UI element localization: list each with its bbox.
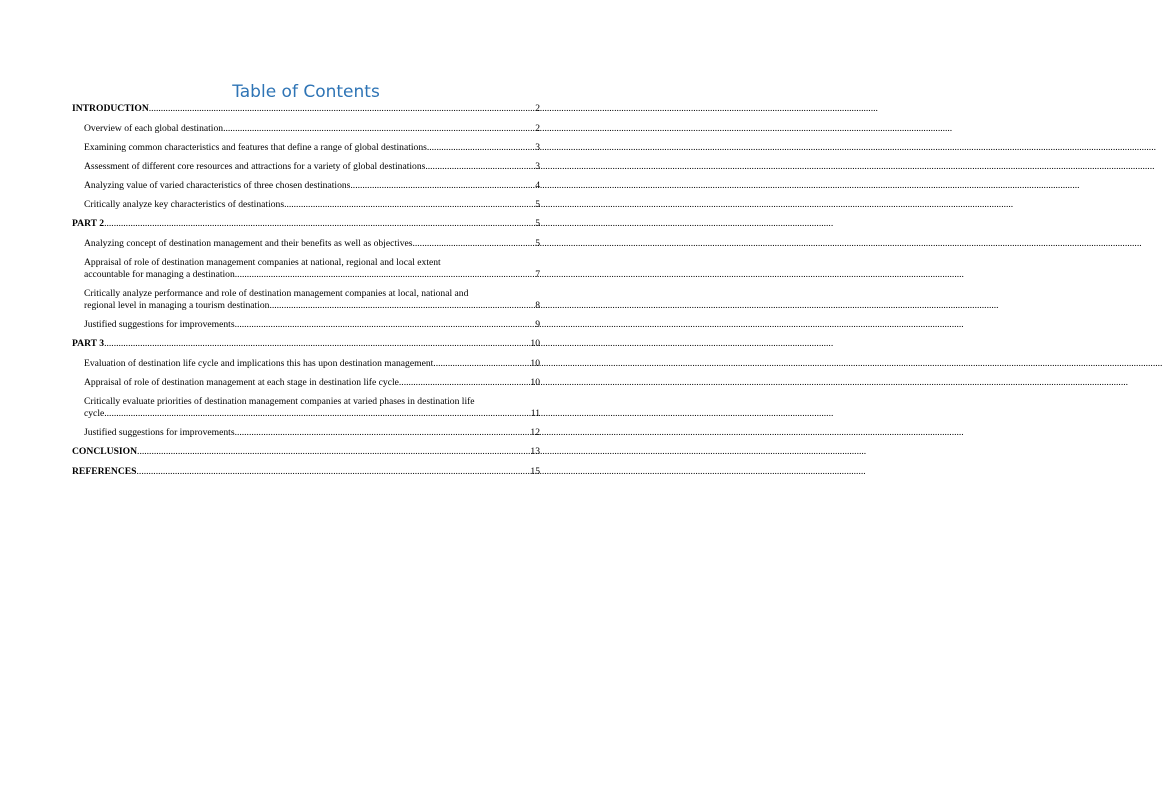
toc-entry-text: Evaluation of destination life cycle and implications this has upon destination management [84, 358, 434, 369]
toc-entry-text: Examining common characteristics and features that define a range of global destinations [84, 142, 427, 153]
toc-page-number: 8 [535, 300, 540, 311]
toc-entry-text: cycle [84, 408, 105, 419]
toc-page-number: 10 [530, 338, 540, 349]
toc-entry-text: Appraisal of role of destination management companies at national, regional and local extent [84, 257, 441, 268]
dot-leader [149, 103, 534, 115]
toc-page-number: 9 [535, 319, 540, 330]
toc-entry-text: PART 3 [72, 338, 105, 349]
toc-page-number: 2 [535, 103, 540, 114]
toc-entry-part-3[interactable] [72, 338, 540, 350]
dot-leader [137, 446, 529, 458]
toc-entry-text: PART 2 [72, 218, 105, 229]
toc-entry[interactable] [72, 358, 540, 370]
toc-page-number: 15 [530, 466, 540, 477]
toc-page-number: 12 [530, 427, 540, 438]
dot-leader [137, 466, 530, 478]
toc-entry[interactable] [72, 319, 540, 331]
toc-entry[interactable] [72, 257, 540, 281]
toc-entry-references[interactable] [72, 466, 540, 478]
toc-page-number: 3 [535, 161, 540, 172]
dot-leader [235, 427, 530, 439]
toc-page-number: 7 [535, 269, 540, 280]
dot-leader [433, 358, 529, 370]
toc-entry[interactable] [72, 199, 540, 211]
toc-page-number: 11 [530, 408, 540, 419]
toc-entry-text: Assessment of different core resources and attractions for a variety of global destinations [84, 161, 426, 172]
toc-entry-text: CONCLUSION [72, 446, 138, 457]
dot-leader [235, 269, 534, 281]
toc-entry[interactable] [72, 427, 540, 439]
dot-leader [235, 319, 535, 331]
toc-entry-text: Analyzing value of varied characteristics of three chosen destinations [84, 180, 351, 191]
toc-page-number: 10 [530, 377, 540, 388]
toc-entry-text: Overview of each global destination [84, 123, 224, 134]
toc-entry-text: Critically analyze performance and role of destination management companies at local, national and [84, 288, 469, 299]
toc-entry[interactable] [72, 180, 540, 192]
dot-leader [284, 199, 534, 211]
toc-page-number: 13 [530, 446, 540, 457]
toc-entry-text: regional level in managing a tourism destination [84, 300, 270, 311]
dot-leader [425, 161, 534, 173]
dot-leader [269, 300, 534, 312]
dot-leader [104, 218, 534, 230]
toc-entry[interactable] [72, 288, 540, 312]
table-of-contents [72, 103, 540, 486]
toc-entry[interactable] [72, 123, 540, 135]
toc-page-number: 5 [535, 238, 540, 249]
toc-entry[interactable] [72, 377, 540, 389]
toc-entry-text: accountable for managing a destination [84, 269, 235, 280]
toc-entry-text: Critically analyze key characteristics of destinations [84, 199, 285, 210]
toc-entry-text: Justified suggestions for improvements [84, 319, 235, 330]
dot-leader [412, 238, 534, 250]
toc-entry[interactable] [72, 161, 540, 173]
toc-page-number: 2 [535, 123, 540, 134]
toc-page-number: 5 [535, 218, 540, 229]
dot-leader [427, 142, 534, 154]
toc-entry-text: Analyzing concept of destination management and their benefits as well as objectives [84, 238, 413, 249]
toc-entry-part-2[interactable] [72, 218, 540, 230]
toc-page-number: 3 [535, 142, 540, 153]
toc-page-number: 5 [535, 199, 540, 210]
toc-page-number: 4 [535, 180, 540, 191]
toc-page-number: 10 [530, 358, 540, 369]
toc-entry[interactable] [72, 142, 540, 154]
toc-entry-text: INTRODUCTION [72, 103, 149, 114]
toc-entry[interactable] [72, 238, 540, 250]
dot-leader [223, 123, 534, 135]
toc-entry[interactable] [72, 396, 540, 420]
toc-title: Table of Contents [232, 82, 380, 102]
toc-entry-text: Justified suggestions for improvements [84, 427, 235, 438]
toc-entry-introduction[interactable] [72, 103, 540, 115]
toc-entry-text: REFERENCES [72, 466, 137, 477]
toc-entry-text: Critically evaluate priorities of destination management companies at varied phases in destination life [84, 396, 475, 407]
dot-leader [399, 377, 530, 389]
toc-entry-conclusion[interactable] [72, 446, 540, 458]
dot-leader [104, 338, 529, 350]
dot-leader [104, 408, 530, 420]
toc-entry-text: Appraisal of role of destination management at each stage in destination life cycle [84, 377, 399, 388]
dot-leader [350, 180, 534, 192]
